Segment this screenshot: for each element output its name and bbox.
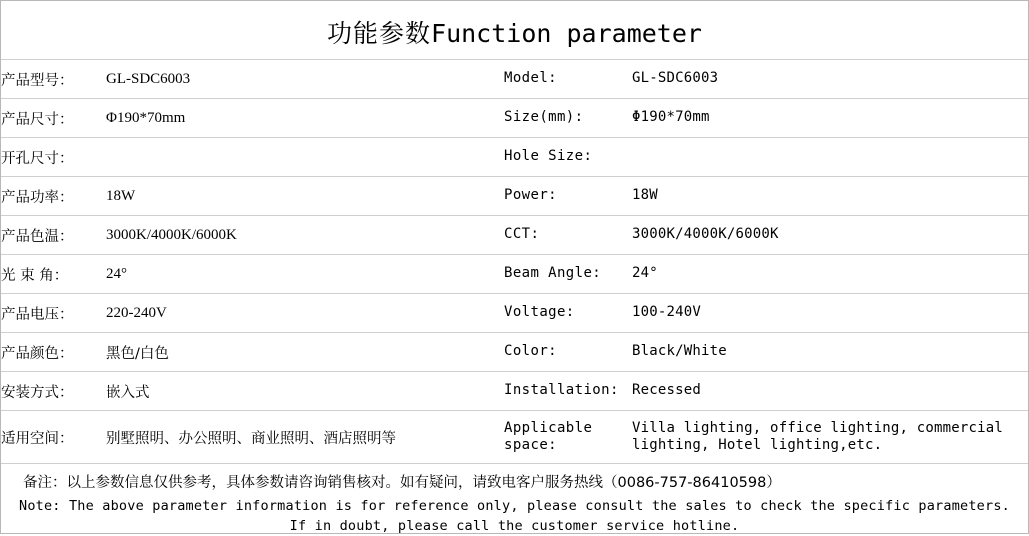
row-en-value: 100-240V xyxy=(632,294,1028,333)
row-cn-value-text: 嵌入式 xyxy=(106,384,150,401)
page-title xyxy=(1,1,1028,59)
row-cn-value-text: 别墅照明、办公照明、商业照明、酒店照明等 xyxy=(106,430,396,447)
row-en-label: Voltage: xyxy=(504,294,632,333)
row-en-label: Beam Angle: xyxy=(504,255,632,294)
note-english-line2: If in doubt, please call the customer service hotline. xyxy=(289,517,740,534)
row-en-label: Installation: xyxy=(504,372,632,411)
row-en-label: Power: xyxy=(504,177,632,216)
row-cn-label: 安装方式： xyxy=(1,372,106,411)
row-en-label: Applicable space: xyxy=(504,411,632,464)
row-en-label: Size(mm): xyxy=(504,99,632,138)
row-cn-label: 产品功率： xyxy=(1,177,106,216)
row-cn-label: 产品尺寸： xyxy=(1,99,106,138)
row-en-value: Φ190*70mm xyxy=(632,99,1028,138)
row-en-value: 24° xyxy=(632,255,1028,294)
table-row xyxy=(1,411,1028,464)
row-cn-value xyxy=(106,372,504,411)
row-cn-label: 开孔尺寸： xyxy=(1,138,106,177)
table-row xyxy=(1,60,1028,99)
page-title-cn: 功能参数 xyxy=(327,19,432,48)
table-row xyxy=(1,255,1028,294)
row-cn-value xyxy=(106,411,504,464)
row-cn-value: 3000K/4000K/6000K xyxy=(106,216,504,255)
table-row xyxy=(1,177,1028,216)
row-en-label: CCT: xyxy=(504,216,632,255)
row-en-value: Black/White xyxy=(632,333,1028,372)
row-en-label: Color: xyxy=(504,333,632,372)
table-row xyxy=(1,216,1028,255)
row-cn-value: 220-240V xyxy=(106,294,504,333)
table-row xyxy=(1,333,1028,372)
row-cn-label: 产品型号： xyxy=(1,60,106,99)
row-cn-value: GL-SDC6003 xyxy=(106,60,504,99)
row-en-value: Recessed xyxy=(632,372,1028,411)
row-en-value: 3000K/4000K/6000K xyxy=(632,216,1028,255)
table-row xyxy=(1,99,1028,138)
row-cn-label: 适用空间： xyxy=(1,411,106,464)
row-en-value: Villa lighting, office lighting, commercial lighting, Hotel lighting,etc. xyxy=(632,411,1028,464)
row-cn-label: 光 束 角： xyxy=(1,255,106,294)
table-row xyxy=(1,138,1028,177)
row-cn-value: 24° xyxy=(106,255,504,294)
note-chinese: 备注：以上参数信息仅供参考，具体参数请咨询销售核对。如有疑问，请致电客户服务热线（0086-757-86410598） xyxy=(1,463,1028,494)
row-cn-label: 产品电压： xyxy=(1,294,106,333)
row-en-label: Model: xyxy=(504,60,632,99)
row-cn-value: 18W xyxy=(106,177,504,216)
table-row xyxy=(1,294,1028,333)
spec-table xyxy=(1,59,1028,463)
page-title-en: Function parameter xyxy=(431,19,702,48)
row-cn-value xyxy=(106,333,504,372)
row-cn-label: 产品色温： xyxy=(1,216,106,255)
row-en-value xyxy=(632,138,1028,177)
row-en-label: Hole Size: xyxy=(504,138,632,177)
row-cn-value-text: 黑色/白色 xyxy=(106,345,169,362)
note-english-line1: Note: The above parameter information is for reference only, please consult the sales to check the specific parameters. xyxy=(19,498,1010,514)
table-row xyxy=(1,372,1028,411)
row-cn-value xyxy=(106,138,504,177)
row-cn-label: 产品颜色： xyxy=(1,333,106,372)
note-english xyxy=(1,494,1028,536)
row-cn-value: Φ190*70mm xyxy=(106,99,504,138)
row-en-value: 18W xyxy=(632,177,1028,216)
row-en-value: GL-SDC6003 xyxy=(632,60,1028,99)
